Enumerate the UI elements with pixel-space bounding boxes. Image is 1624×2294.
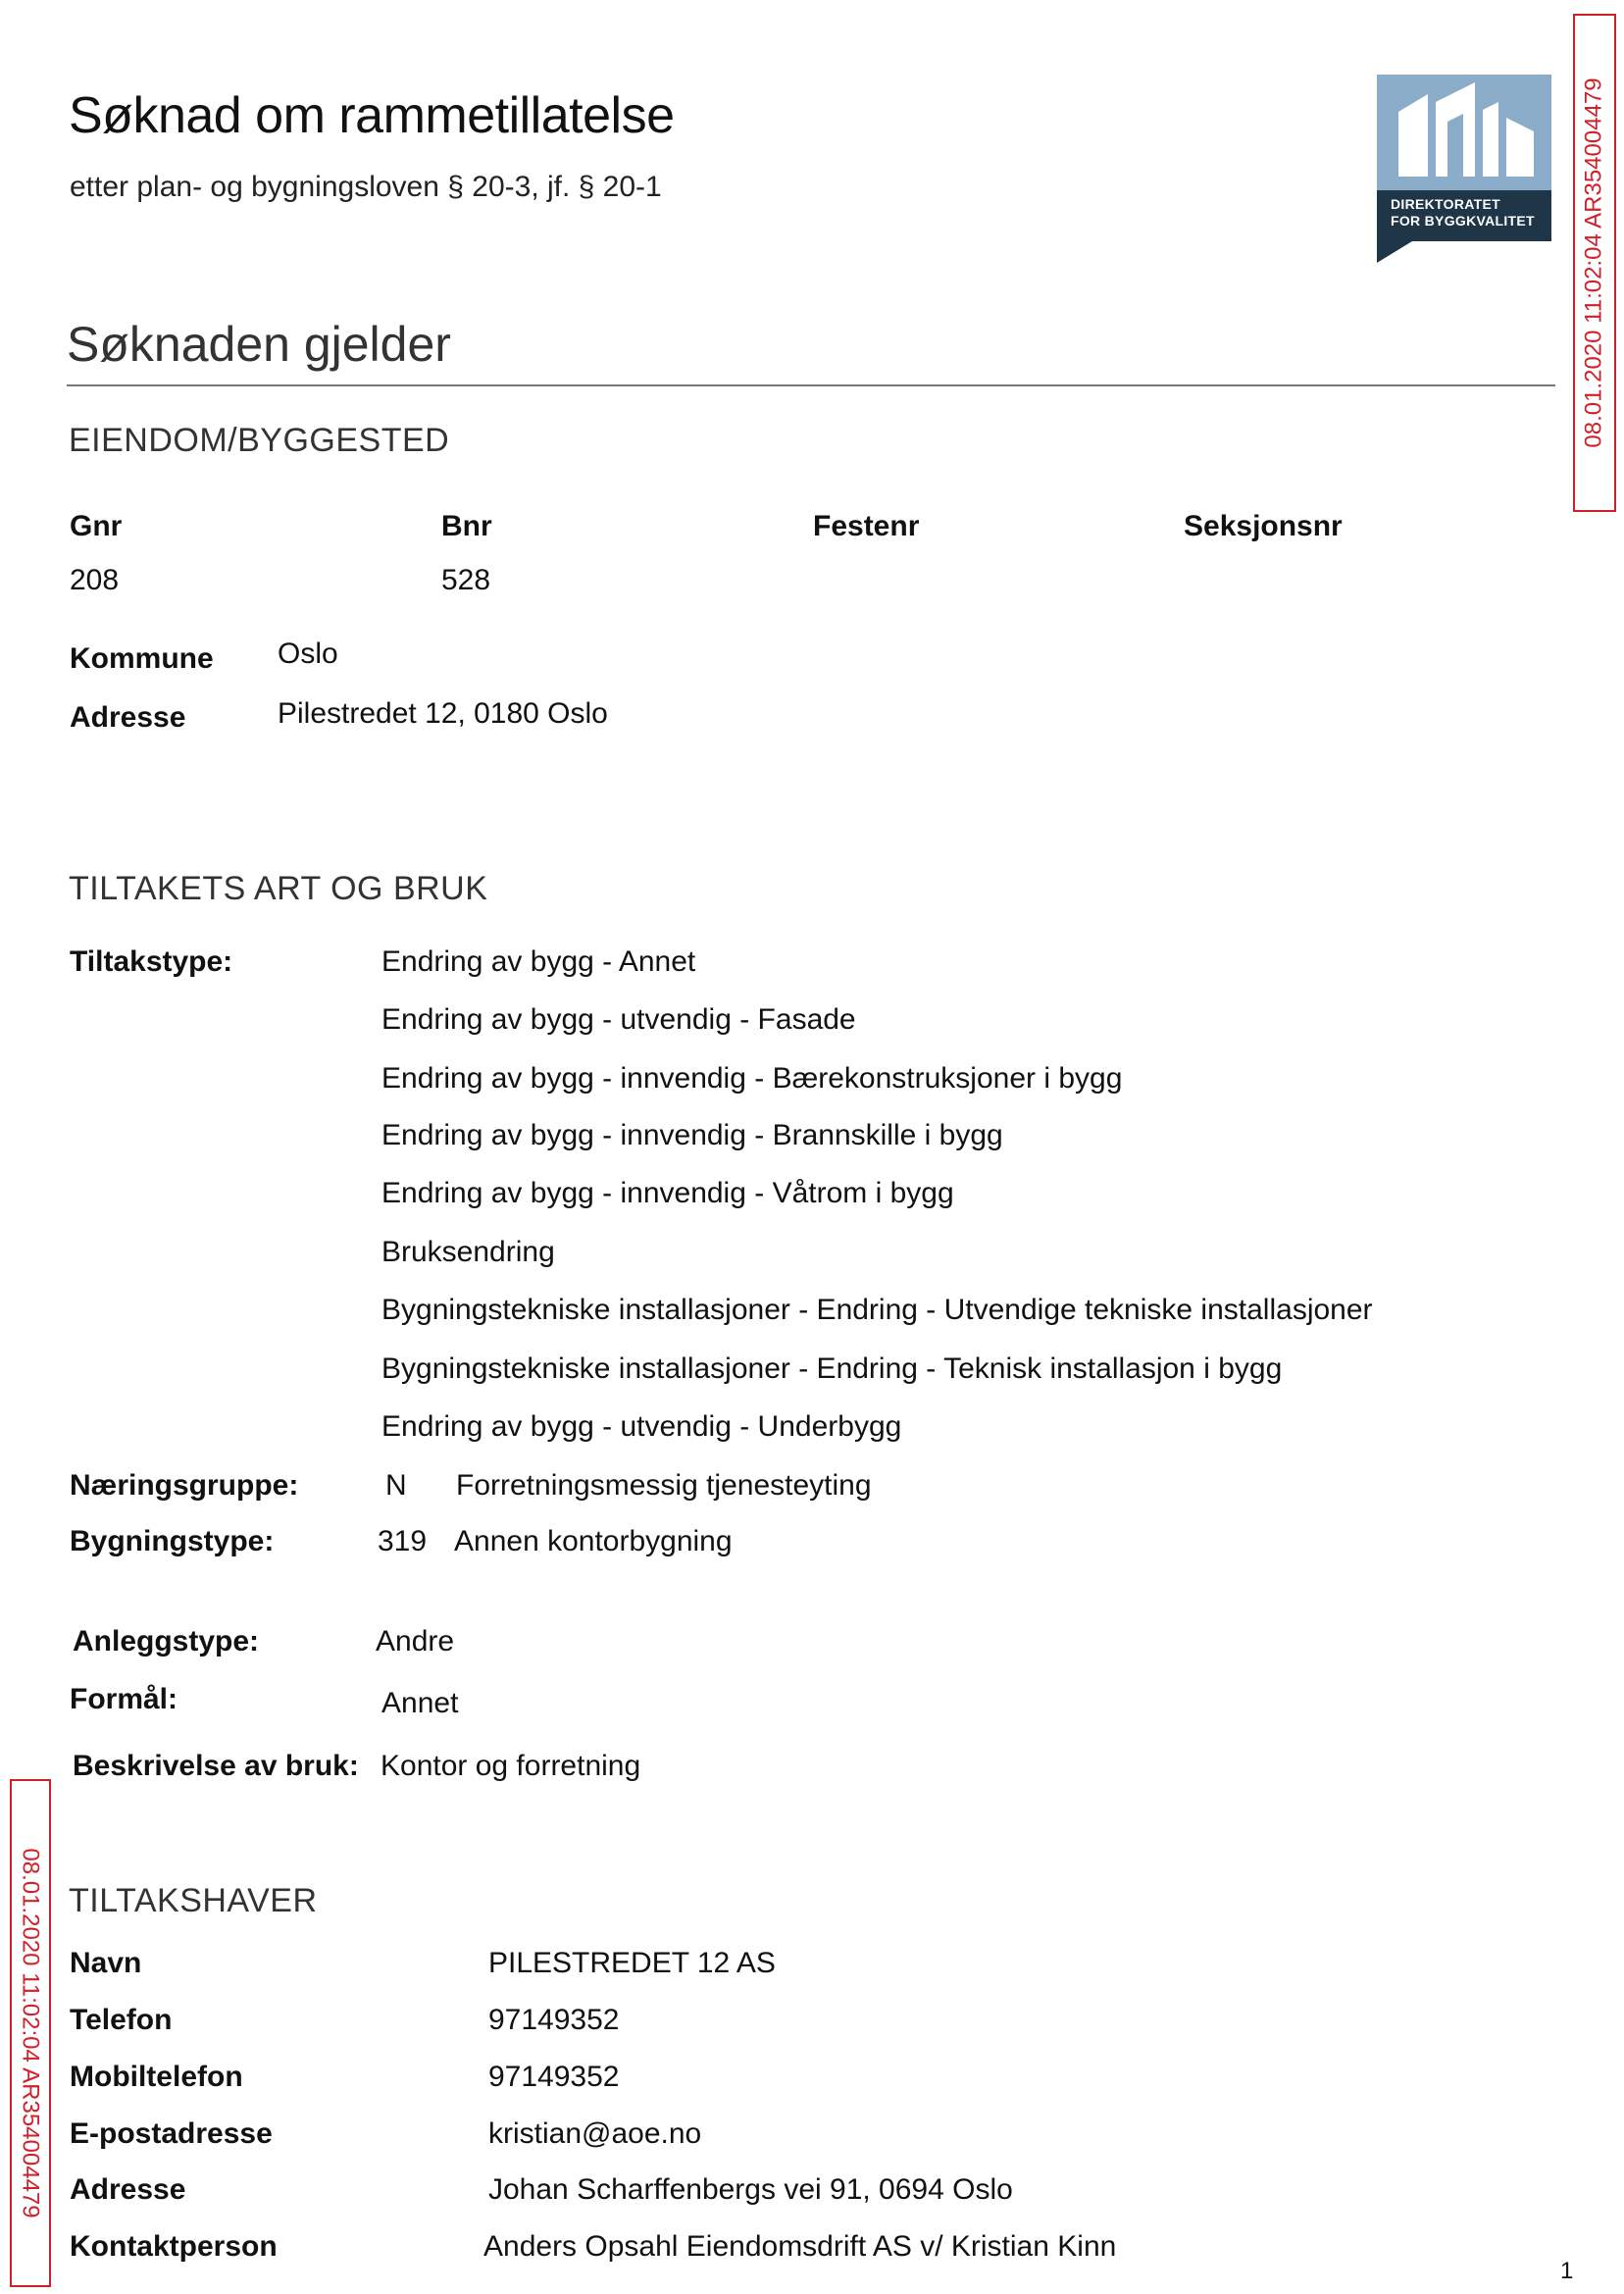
gnr-value: 208 — [70, 564, 120, 596]
dibk-logo-label — [1377, 190, 1551, 241]
gnr-label: Gnr — [70, 510, 123, 542]
logo-text-line2: FOR BYGGKVALITET — [1391, 213, 1535, 229]
beskrivelse-label: Beskrivelse av bruk: — [73, 1750, 359, 1782]
naeringsgruppe-label: Næringsgruppe: — [70, 1469, 299, 1502]
receipt-stamp-right — [1573, 14, 1616, 512]
tiltakshaver-adresse-value: Johan Scharffenbergs vei 91, 0694 Oslo — [488, 2173, 1013, 2206]
tiltakstype-item: Endring av bygg - Annet — [381, 945, 696, 978]
formal-value: Annet — [381, 1687, 459, 1719]
kommune-value: Oslo — [278, 637, 338, 670]
tiltakstype-item: Bygningstekniske installasjoner - Endring - Teknisk installasjon i bygg — [381, 1352, 1283, 1385]
epost-label: E-postadresse — [70, 2117, 273, 2150]
epost-value: kristian@aoe.no — [488, 2117, 702, 2150]
page-number: 1 — [1560, 2258, 1574, 2284]
kontaktperson-value: Anders Opsahl Eiendomsdrift AS v/ Kristian Kinn — [483, 2230, 1117, 2263]
tiltakstype-label: Tiltakstype: — [70, 945, 233, 978]
bygningstype-code: 319 — [378, 1525, 428, 1557]
naeringsgruppe-code: N — [385, 1469, 407, 1502]
tiltakshaver-adresse-label: Adresse — [70, 2173, 186, 2206]
stamp-text: 08.01.2020 11:02:04 AR354004479 — [1581, 77, 1607, 448]
tiltakstype-item: Endring av bygg - innvendig - Våtrom i bygg — [381, 1177, 954, 1209]
telefon-label: Telefon — [70, 2004, 173, 2036]
section-title: Søknaden gjelder — [67, 317, 451, 372]
bygningstype-label: Bygningstype: — [70, 1525, 275, 1557]
adresse-label: Adresse — [70, 701, 186, 734]
naeringsgruppe-value: Forretningsmessig tjenesteyting — [456, 1469, 872, 1502]
anleggstype-label: Anleggstype: — [73, 1625, 260, 1657]
tiltakstype-item: Endring av bygg - utvendig - Fasade — [381, 1003, 856, 1036]
beskrivelse-value: Kontor og forretning — [381, 1750, 641, 1782]
logo-text-line1: DIREKTORATET — [1391, 196, 1500, 212]
kontaktperson-label: Kontaktperson — [70, 2230, 278, 2263]
kommune-label: Kommune — [70, 642, 214, 675]
mobiltelefon-value: 97149352 — [488, 2061, 620, 2093]
adresse-value: Pilestredet 12, 0180 Oslo — [278, 697, 608, 730]
bnr-value: 528 — [441, 564, 491, 596]
festenr-label: Festenr — [813, 510, 920, 542]
tiltak-heading: TILTAKETS ART OG BRUK — [69, 870, 488, 907]
document-title: Søknad om rammetillatelse — [69, 87, 675, 144]
section-divider — [67, 384, 1555, 386]
receipt-stamp-left — [10, 1779, 51, 2287]
eiendom-heading: EIENDOM/BYGGESTED — [69, 422, 450, 459]
logo-tab — [1377, 241, 1412, 263]
bygningstype-value: Annen kontorbygning — [454, 1525, 733, 1557]
tiltakstype-item: Bruksendring — [381, 1236, 555, 1268]
tiltakstype-item: Endring av bygg - utvendig - Underbygg — [381, 1410, 902, 1443]
navn-value: PILESTREDET 12 AS — [488, 1947, 776, 1979]
anleggstype-value: Andre — [376, 1625, 455, 1657]
navn-label: Navn — [70, 1947, 142, 1979]
telefon-value: 97149352 — [488, 2004, 620, 2036]
formal-label: Formål: — [70, 1683, 178, 1715]
seksjonsnr-label: Seksjonsnr — [1184, 510, 1343, 542]
tiltakstype-item: Endring av bygg - innvendig - Bærekonstruksjoner i bygg — [381, 1062, 1123, 1095]
bnr-label: Bnr — [441, 510, 492, 542]
document-subtitle: etter plan- og bygningsloven § 20-3, jf. § 20-1 — [70, 171, 662, 203]
tiltakstype-item: Bygningstekniske installasjoner - Endring - Utvendige tekniske installasjoner — [381, 1294, 1373, 1326]
stamp-text: 08.01.2020 11:02:04 AR354004479 — [18, 1848, 44, 2218]
tiltakshaver-heading: TILTAKSHAVER — [69, 1882, 318, 1919]
building-logo-icon — [1377, 75, 1551, 190]
mobiltelefon-label: Mobiltelefon — [70, 2061, 243, 2093]
tiltakstype-item: Endring av bygg - innvendig - Brannskille i bygg — [381, 1119, 1003, 1151]
